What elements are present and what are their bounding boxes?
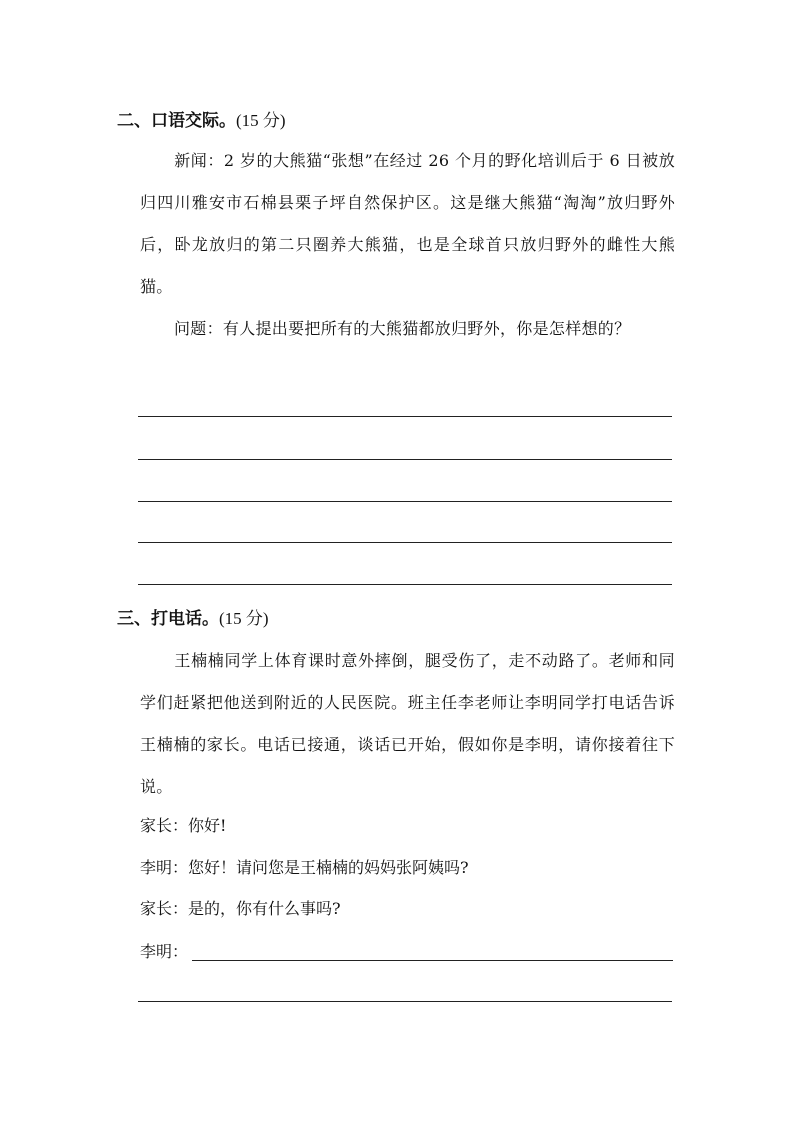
call-answer-line-2[interactable]: [138, 1001, 672, 1002]
section-3-title: 三、打电话。: [117, 609, 219, 629]
section-3-heading: [117, 604, 269, 629]
section-3-score: (15 分): [219, 609, 269, 628]
question-text: 问题：有人提出要把所有的大熊猫都放归野外，你是怎样想的？: [174, 319, 631, 338]
story-text: 王楠楠同学上体育课时意外摔倒，腿受伤了，走不动路了。老师和同学们赶紧把他送到附近的人民医院。班主任李老师让李明同学打电话告诉王楠楠的家长。电话已接通，谈话已开始，假如你是李明，请你接着往下说。: [140, 651, 675, 796]
answer-line-3[interactable]: [138, 501, 672, 502]
section-2-title: 二、口语交际。: [117, 111, 236, 131]
dialogue-line-liming-1: 李明：您好！请问您是王楠楠的妈妈张阿姨吗?: [140, 858, 469, 877]
answer-line-2[interactable]: [138, 459, 672, 460]
answer-line-1[interactable]: [138, 416, 672, 417]
answer-prompt-label: 李明：: [140, 942, 189, 961]
section-2-heading: [117, 106, 286, 131]
answer-line-4[interactable]: [138, 542, 672, 543]
news-text: 新闻：2 岁的大熊猫“张想”在经过 26 个月的野化培训后于 6 日被放归四川雅安市石棉县栗子坪自然保护区。这是继大熊猫“淘淘”放归野外后，卧龙放归的第二只圈养大熊猫，也是全球首只放归野外的雌性大熊猫。: [140, 151, 675, 296]
question-paragraph: [140, 308, 675, 350]
call-answer-line-1[interactable]: [192, 960, 673, 961]
dialogue-line-parent-2: 家长：是的，你有什么事吗?: [140, 899, 341, 918]
story-paragraph: [140, 640, 675, 808]
section-2-score: (15 分): [236, 111, 286, 130]
answer-line-5[interactable]: [138, 584, 672, 585]
dialogue-line-parent-1: 家长：你好!: [140, 816, 227, 835]
news-paragraph: [140, 140, 675, 308]
